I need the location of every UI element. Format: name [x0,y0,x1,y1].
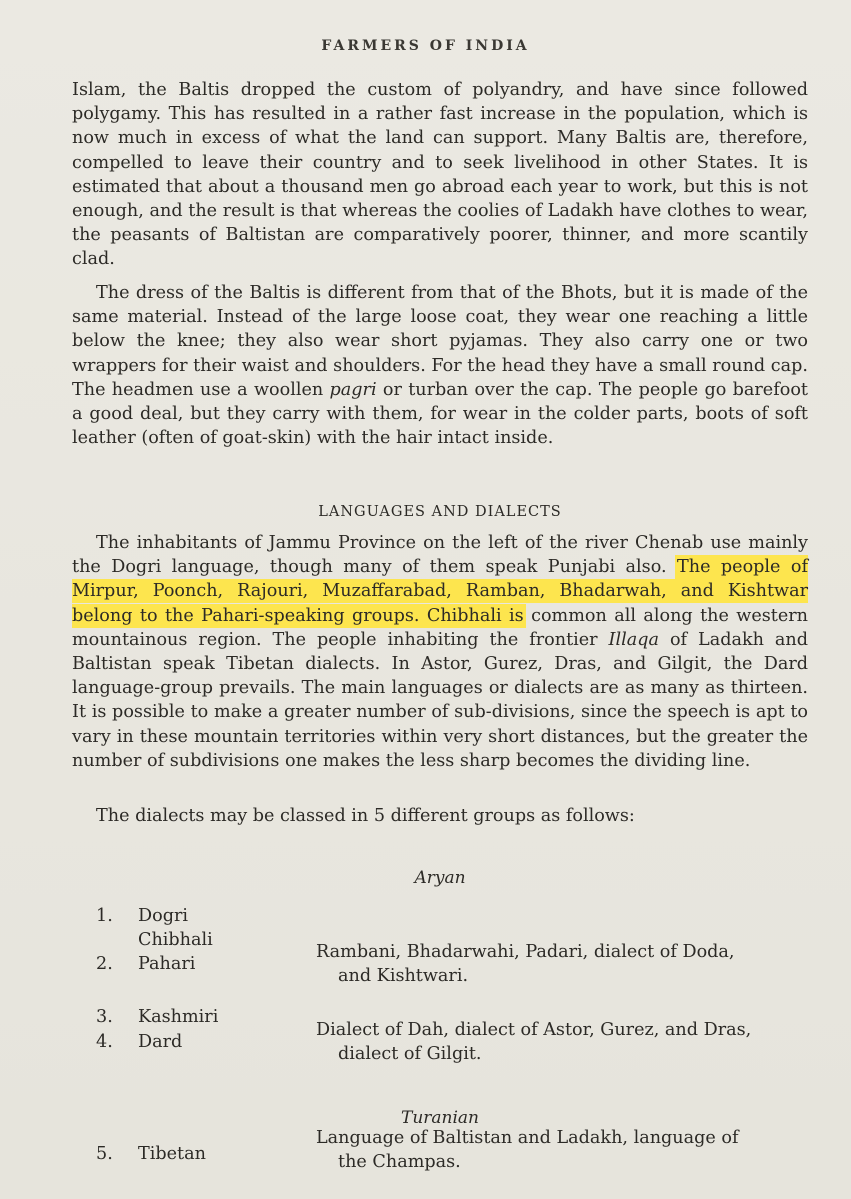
dialect-desc-line1: Rambani, Bhadarwahi, Padari, dialect of Doda, [316,942,735,962]
dialect-name: Pahari [138,954,196,974]
dress-text-a: The dress of the Baltis is different from that of the Bhots, but it is made of the same material. Instead of the large loose coat, they wear one reaching a little below the knee; they also wear short pyjamas. They also carry one or two wrappers for their waist and shoulders. For the head they have a small round cap. The headmen use a woollen [72,283,808,400]
dialect-number: 3. [96,1007,113,1027]
dialect-desc-line2: and Kishtwari. [338,966,469,986]
dialect-desc-line2: dialect of Gilgit. [338,1044,482,1064]
dialect-desc-line2: the Champas. [338,1152,461,1172]
dialect-number: 5. [96,1144,113,1164]
group-title-turanian: Turanian [400,1108,480,1128]
paragraph-languages [72,531,808,773]
dialect-description [316,940,810,988]
term-illaqa: Illaqa [608,629,659,650]
dialect-name: Kashmiri [138,1007,219,1027]
section-title: LANGUAGES AND DIALECTS [318,504,562,520]
languages-text-b: common all along the western mountainous region. The people inhabiting the frontier [72,605,809,650]
dialect-name: Tibetan [138,1144,206,1164]
dialect-name: Dard [138,1032,183,1052]
group-title-aryan: Aryan [414,868,466,888]
languages-text-a: The inhabitants of Jammu Province on the left of the river Chenab use mainly the Dogri language, though many of them speak Punjabi also. [72,533,808,578]
running-header: FARMERS OF INDIA [321,38,530,54]
dialect-desc-line1: Dialect of Dah, dialect of Astor, Gurez, and Dras, [316,1020,752,1040]
dress-text-b: or turban over the cap. The people go barefoot a good deal, but they carry with them, for wear in the colder parts, boots of soft leather (often of goat-skin) with the hair intact inside. [72,379,808,449]
dialect-description [316,1018,810,1066]
term-pagri: pagri [329,379,377,400]
dialect-description [316,1126,810,1174]
dress-text [72,281,808,450]
dialect-number: 1. [96,906,113,926]
languages-text-c: of Ladakh and Baltistan speak Tibetan dialects. In Astor, Gurez, Dras, and Gilgit, the Dard language-group prevails. The main languages or dialects are as many as thirteen. It is possible to make a greater number of sub-divisions, since the speech is apt to vary in these mountain territories within very short distances, but the greater the number of subdivisions one makes the less sharp becomes the dividing line. [72,629,808,771]
paragraph-dialect-groups-intro: The dialects may be classed in 5 different groups as follows: [96,806,635,826]
dialect-number: 2. [96,954,113,974]
dialect-name: Chibhali [138,930,213,950]
highlighted-passage: The people of Mirpur, Poonch, Rajouri, Muzaffarabad, Ramban, Bhadarwah, and Kishtwar belong to the Pahari-speaking groups. Chibhali is [72,557,808,626]
paragraph-baltis-polygamy: Islam, the Baltis dropped the custom of polyandry, and have since followed polygamy. This has resulted in a rather fast increase in the population, which is now much in excess of what the land can support. Many Baltis are, therefore, compelled to leave their country and to seek livelihood in other States. It is estimated that about a thousand men go abroad each year to work, but this is not enough, and the result is that whereas the coolies of Ladakh have clothes to wear, the peasants of Baltistan are comparatively poorer, thinner, and more scantily clad. [72,80,808,270]
paragraph-baltis-dress [72,281,808,450]
dialect-name: Dogri [138,906,188,926]
dialect-number: 4. [96,1032,113,1052]
dialect-desc-line1: Language of Baltistan and Ladakh, language of [316,1128,739,1148]
